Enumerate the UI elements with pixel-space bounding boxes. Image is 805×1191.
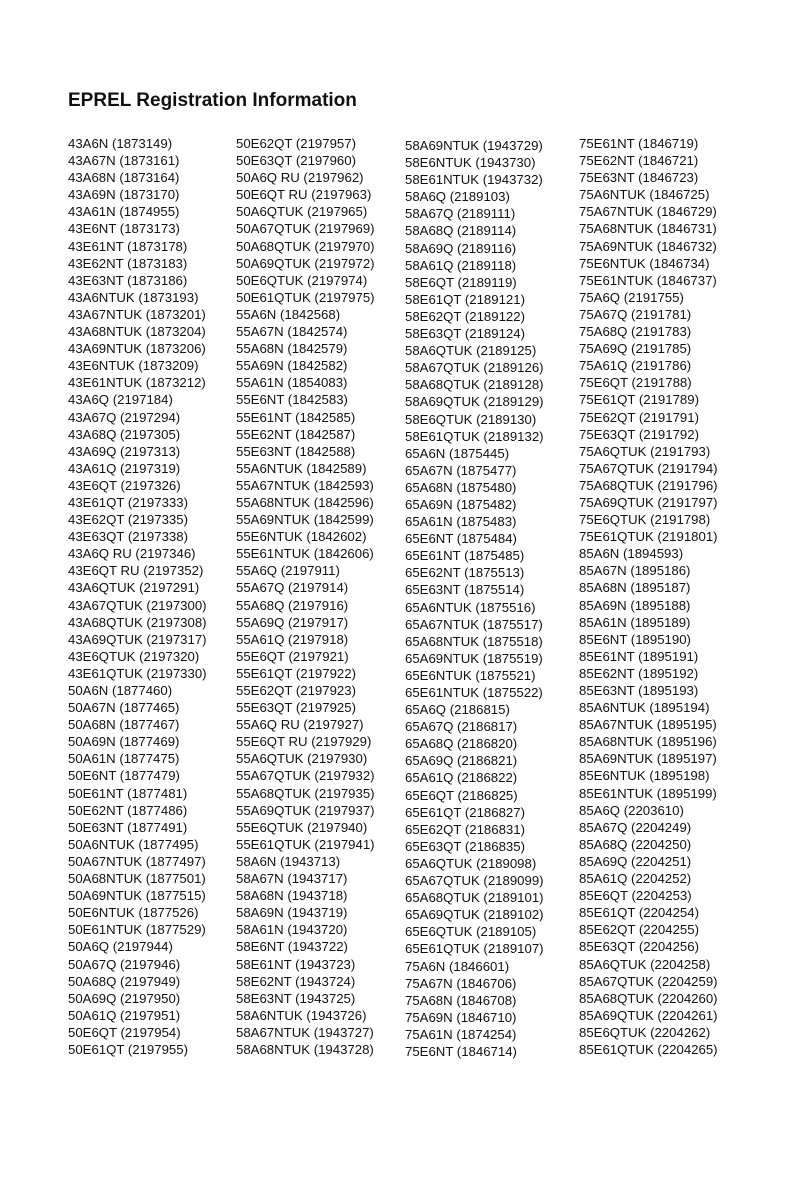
registration-entry: 85E6QT (2204253) <box>579 888 692 904</box>
registration-entry: 43A68Q (2197305) <box>68 426 181 442</box>
registration-entry: 75A61Q (2191786) <box>579 358 692 374</box>
registration-entry: 85A69Q (2204251) <box>579 853 692 869</box>
registration-entry: 58A68QTUK (2189128) <box>405 377 544 393</box>
registration-entry: 58A67NTUK (1943727) <box>236 1024 374 1040</box>
registration-entry: 55A67QTUK (2197932) <box>236 768 375 784</box>
registration-entry: 50E6QT RU (2197963) <box>236 187 372 203</box>
registration-entry: 50A67QTUK (2197969) <box>236 221 375 237</box>
registration-entry: 85E62QT (2204255) <box>579 922 699 938</box>
registration-entry: 85E61NTUK (1895199) <box>579 785 717 801</box>
registration-entry: 75E63NT (1846723) <box>579 170 699 186</box>
registration-entry: 58A68NTUK (1943728) <box>236 1041 374 1057</box>
registration-entry: 85E61QT (2204254) <box>579 905 699 921</box>
registration-entry: 65E6NT (1875484) <box>405 531 517 547</box>
registration-entry: 43A69Q (2197313) <box>68 443 181 459</box>
registration-entry: 75E61QT (2191789) <box>579 392 699 408</box>
registration-entry: 58E6QT (2189119) <box>405 274 517 290</box>
registration-entry: 85E63QT (2204256) <box>579 939 699 955</box>
registration-entry: 65A69QTUK (2189102) <box>405 907 544 923</box>
registration-entry: 43A67N (1873161) <box>68 153 180 169</box>
registration-entry: 55E61NT (1842585) <box>236 409 356 425</box>
registration-entry: 58A68Q (2189114) <box>405 223 517 239</box>
registration-entry: 75A68QTUK (2191796) <box>579 477 718 493</box>
registration-entry: 75A69NTUK (1846732) <box>579 238 717 254</box>
registration-entry: 50E6QTUK (2197974) <box>236 272 368 288</box>
registration-entry: 43A6Q (2197184) <box>68 392 173 408</box>
registration-entry: 55E63NT (1842588) <box>236 443 356 459</box>
registration-entry: 50A61N (1877475) <box>68 751 180 767</box>
registration-entry: 50A6NTUK (1877495) <box>68 836 199 852</box>
registration-entry: 55A68Q (2197916) <box>236 597 349 613</box>
page-title: EPREL Registration Information <box>68 90 357 111</box>
registration-entry: 55A6Q RU (2197927) <box>236 717 364 733</box>
registration-entry: 43A6N (1873149) <box>68 136 173 151</box>
registration-entry: 65E6NTUK (1875521) <box>405 667 536 683</box>
registration-entry: 85E61NT (1895191) <box>579 648 699 664</box>
registration-entry: 58A6NTUK (1943726) <box>236 1007 367 1023</box>
registration-entry: 43E61NTUK (1873212) <box>68 375 206 391</box>
registration-entry: 55E61QT (2197922) <box>236 665 356 681</box>
registration-entry: 85E6QTUK (2204262) <box>579 1024 711 1040</box>
registration-entry: 50E62QT (2197957) <box>236 136 356 151</box>
registration-entry: 75E6NT (1846714) <box>405 1043 517 1059</box>
registration-entry: 43E63QT (2197338) <box>68 529 188 545</box>
registration-entry: 75E62NT (1846721) <box>579 153 699 169</box>
registration-entry: 43A6Q RU (2197346) <box>68 546 196 562</box>
registration-entry: 55E62QT (2197923) <box>236 683 356 698</box>
registration-entry: 58E61QT (2189121) <box>405 291 525 307</box>
registration-entry: 58A6QTUK (2189125) <box>405 343 537 359</box>
registration-entry: 58E61NTUK (1943732) <box>405 172 543 188</box>
registration-entry: 43A6QTUK (2197291) <box>68 580 200 596</box>
registration-entry: 58A68N (1943718) <box>236 888 348 904</box>
registration-entry: 85A6NTUK (1895194) <box>579 700 710 716</box>
registration-column-4 <box>579 135 718 1058</box>
registration-entry: 50A6Q RU (2197962) <box>236 170 364 186</box>
registration-entry: 43A69QTUK (2197317) <box>68 631 207 647</box>
registration-entry: 43A61N (1874955) <box>68 204 180 220</box>
registration-entry: 85A69NTUK (1895197) <box>579 751 717 767</box>
registration-entry: 58A69Q (2189116) <box>405 240 517 256</box>
registration-entry: 65E63QT (2186835) <box>405 838 525 854</box>
registration-entry: 85A68NTUK (1895196) <box>579 734 717 750</box>
registration-entry: 58E61NT (1943723) <box>236 956 356 972</box>
registration-entry: 65E62NT (1875513) <box>405 565 525 581</box>
registration-entry: 85A6Q (2203610) <box>579 802 684 818</box>
registration-entry: 55A69N (1842582) <box>236 358 348 374</box>
registration-entry: 55E61NTUK (1842606) <box>236 546 374 562</box>
registration-entry: 55A69Q (2197917) <box>236 614 349 630</box>
registration-entry: 50A69N (1877469) <box>68 734 180 750</box>
registration-entry: 58A67N (1943717) <box>236 871 348 887</box>
registration-entry: 43A67Q (2197294) <box>68 409 181 425</box>
registration-entry: 65A67NTUK (1875517) <box>405 616 543 632</box>
registration-entry: 50A61Q (2197951) <box>68 1007 181 1023</box>
registration-entry: 85A68Q (2204250) <box>579 836 692 852</box>
registration-entry: 50E6NTUK (1877526) <box>68 905 199 921</box>
registration-entry: 85E6NTUK (1895198) <box>579 768 710 784</box>
registration-entry: 58E6NTUK (1943730) <box>405 155 536 171</box>
registration-entry: 75A68N (1846708) <box>405 992 517 1008</box>
registration-entry: 55E62NT (1842587) <box>236 426 356 442</box>
registration-entry: 43A67QTUK (2197300) <box>68 597 207 613</box>
registration-entry: 85E63NT (1895193) <box>579 683 699 698</box>
registration-entry: 50A68NTUK (1877501) <box>68 871 206 887</box>
registration-entry: 43A68N (1873164) <box>68 170 180 186</box>
registration-entry: 50E61NTUK (1877529) <box>68 922 206 938</box>
registration-entry: 58A67Q (2189111) <box>405 206 516 222</box>
registration-entry: 50A6Q (2197944) <box>68 939 173 955</box>
registration-entry: 50E61QTUK (2197975) <box>236 289 375 305</box>
registration-entry: 55A6QTUK (2197930) <box>236 751 368 767</box>
registration-entry: 65A68NTUK (1875518) <box>405 633 543 649</box>
registration-column-2 <box>236 135 375 1058</box>
registration-entry: 50A69QTUK (2197972) <box>236 255 375 271</box>
registration-entry: 55A67NTUK (1842593) <box>236 477 374 493</box>
registration-entry: 65A6QTUK (2189098) <box>405 855 537 871</box>
registration-entry: 58A69NTUK (1943729) <box>405 138 543 153</box>
registration-entry: 65E61QT (2186827) <box>405 804 525 820</box>
registration-entry: 85A69QTUK (2204261) <box>579 1007 718 1023</box>
registration-entry: 85A69N (1895188) <box>579 597 691 613</box>
registration-entry: 43A6NTUK (1873193) <box>68 289 199 305</box>
registration-entry: 50A67Q (2197946) <box>68 956 181 972</box>
registration-entry: 43A68QTUK (2197308) <box>68 614 207 630</box>
registration-entry: 50E62NT (1877486) <box>68 802 188 818</box>
registration-entry: 50A69NTUK (1877515) <box>68 888 206 904</box>
registration-column-3 <box>405 137 544 1060</box>
registration-entry: 55E6QT RU (2197929) <box>236 734 372 750</box>
registration-entry: 58E6QTUK (2189130) <box>405 411 537 427</box>
registration-entry: 85A6QTUK (2204258) <box>579 956 711 972</box>
registration-entry: 55A69NTUK (1842599) <box>236 512 374 528</box>
registration-entry: 75A67N (1846706) <box>405 975 517 991</box>
registration-entry: 75A68Q (2191783) <box>579 324 692 340</box>
registration-entry: 65E61QTUK (2189107) <box>405 941 544 957</box>
registration-entry: 65A68Q (2186820) <box>405 736 518 752</box>
registration-entry: 75E6QTUK (2191798) <box>579 512 711 528</box>
registration-entry: 75E61NTUK (1846737) <box>579 272 717 288</box>
registration-entry: 55A68NTUK (1842596) <box>236 494 374 510</box>
registration-entry: 58E6NT (1943722) <box>236 939 348 955</box>
registration-entry: 43A69NTUK (1873206) <box>68 341 206 357</box>
registration-entry: 43A69N (1873170) <box>68 187 180 203</box>
registration-entry: 43E63NT (1873186) <box>68 272 188 288</box>
registration-entry: 55A67N (1842574) <box>236 324 348 340</box>
registration-entry: 75E63QT (2191792) <box>579 426 699 442</box>
registration-entry: 43E61QTUK (2197330) <box>68 665 207 681</box>
registration-entry: 85E62NT (1895192) <box>579 665 699 681</box>
registration-entry: 58A61Q (2189118) <box>405 257 517 273</box>
registration-entry: 43E6QTUK (2197320) <box>68 648 200 664</box>
registration-entry: 85A67NTUK (1895195) <box>579 717 717 733</box>
registration-entry: 65E61NTUK (1875522) <box>405 685 543 700</box>
registration-entry: 65E6QTUK (2189105) <box>405 924 537 940</box>
registration-entry: 65A6N (1875445) <box>405 445 510 461</box>
registration-entry: 55E6QTUK (2197940) <box>236 819 368 835</box>
registration-entry: 58E63QT (2189124) <box>405 326 525 342</box>
registration-entry: 75E61NT (1846719) <box>579 136 699 151</box>
registration-entry: 65E62QT (2186831) <box>405 821 525 837</box>
registration-entry: 85E61QTUK (2204265) <box>579 1041 718 1057</box>
registration-entry: 65A6Q (2186815) <box>405 702 510 718</box>
registration-entry: 85A68N (1895187) <box>579 580 691 596</box>
registration-entry: 65A68N (1875480) <box>405 479 517 495</box>
registration-entry: 75A6N (1846601) <box>405 958 510 974</box>
registration-entry: 55E6QT (2197921) <box>236 648 349 664</box>
registration-entry: 65E6QT (2186825) <box>405 787 518 803</box>
registration-entry: 75A67NTUK (1846729) <box>579 204 717 220</box>
registration-entry: 43E6NTUK (1873209) <box>68 358 199 374</box>
registration-entry: 58A69QTUK (2189129) <box>405 394 544 410</box>
registration-entry: 75A6QTUK (2191793) <box>579 443 711 459</box>
registration-entry: 85A67QTUK (2204259) <box>579 973 718 989</box>
registration-entry: 65A67N (1875477) <box>405 462 517 478</box>
registration-entry: 75A69QTUK (2191797) <box>579 494 718 510</box>
registration-entry: 75A68NTUK (1846731) <box>579 221 717 237</box>
registration-entry: 55A6N (1842568) <box>236 306 341 322</box>
registration-entry: 50A67N (1877465) <box>68 700 180 716</box>
registration-entry: 65A69NTUK (1875519) <box>405 650 543 666</box>
registration-entry: 43E6NT (1873173) <box>68 221 180 237</box>
registration-entry: 58E62NT (1943724) <box>236 973 356 989</box>
registration-entry: 50E6QT (2197954) <box>68 1024 181 1040</box>
registration-entry: 55A67Q (2197914) <box>236 580 349 596</box>
registration-entry: 85A68QTUK (2204260) <box>579 990 718 1006</box>
registration-entry: 50A68QTUK (2197970) <box>236 238 375 254</box>
registration-entry: 43E62QT (2197335) <box>68 512 188 528</box>
registration-entry: 75E6NTUK (1846734) <box>579 255 710 271</box>
registration-entry: 65A68QTUK (2189101) <box>405 890 544 906</box>
registration-entry: 50E61QT (2197955) <box>68 1041 188 1057</box>
registration-entry: 58A61N (1943720) <box>236 922 348 938</box>
registration-entry: 50A6QTUK (2197965) <box>236 204 368 220</box>
registration-entry: 58A69N (1943719) <box>236 905 348 921</box>
registration-entry: 65A61N (1875483) <box>405 514 517 530</box>
registration-entry: 55E63QT (2197925) <box>236 700 356 716</box>
registration-entry: 50A69Q (2197950) <box>68 990 181 1006</box>
registration-entry: 43E6QT RU (2197352) <box>68 563 204 579</box>
registration-entry: 55A6NTUK (1842589) <box>236 460 367 476</box>
registration-entry: 55E61QTUK (2197941) <box>236 836 375 852</box>
registration-entry: 65E63NT (1875514) <box>405 582 525 598</box>
registration-entry: 58A67QTUK (2189126) <box>405 360 544 376</box>
registration-entry: 85E6NT (1895190) <box>579 631 691 647</box>
registration-column-1 <box>68 135 207 1058</box>
registration-entry: 75A69Q (2191785) <box>579 341 692 357</box>
registration-entry: 43A67NTUK (1873201) <box>68 306 206 322</box>
registration-entry: 75A67Q (2191781) <box>579 306 692 322</box>
registration-entry: 65A61Q (2186822) <box>405 770 518 786</box>
registration-entry: 55A68QTUK (2197935) <box>236 785 375 801</box>
registration-entry: 85A61Q (2204252) <box>579 871 692 887</box>
registration-entry: 55A61Q (2197918) <box>236 631 349 647</box>
registration-entry: 65A67Q (2186817) <box>405 719 518 735</box>
registration-entry: 50E6NT (1877479) <box>68 768 180 784</box>
registration-entry: 58E62QT (2189122) <box>405 308 525 324</box>
registration-entry: 65A69Q (2186821) <box>405 753 518 769</box>
registration-entry: 65A69N (1875482) <box>405 496 517 512</box>
registration-entry: 50A67NTUK (1877497) <box>68 853 206 869</box>
registration-entry: 75A6Q (2191755) <box>579 289 684 305</box>
registration-entry: 50E61NT (1877481) <box>68 785 188 801</box>
registration-entry: 75E6QT (2191788) <box>579 375 692 391</box>
registration-entry: 43E61NT (1873178) <box>68 238 188 254</box>
registration-entry: 50A6N (1877460) <box>68 683 173 698</box>
registration-entry: 55E6NTUK (1842602) <box>236 529 367 545</box>
registration-entry: 55E6NT (1842583) <box>236 392 348 408</box>
registration-entry: 55A69QTUK (2197937) <box>236 802 375 818</box>
registration-entry: 55A68N (1842579) <box>236 341 348 357</box>
registration-entry: 65E61NT (1875485) <box>405 548 525 564</box>
registration-entry: 85A67Q (2204249) <box>579 819 692 835</box>
registration-entry: 75E61QTUK (2191801) <box>579 529 718 545</box>
registration-entry: 75A6NTUK (1846725) <box>579 187 710 203</box>
registration-entry: 50A68Q (2197949) <box>68 973 181 989</box>
registration-entry: 55A61N (1854083) <box>236 375 348 391</box>
registration-entry: 58E61QTUK (2189132) <box>405 428 544 444</box>
registration-entry: 50E63NT (1877491) <box>68 819 188 835</box>
registration-entry: 58E63NT (1943725) <box>236 990 356 1006</box>
registration-entry: 58A6N (1943713) <box>236 853 341 869</box>
registration-entry: 55A6Q (2197911) <box>236 563 340 579</box>
registration-entry: 58A6Q (2189103) <box>405 189 510 205</box>
registration-entry: 75A69N (1846710) <box>405 1009 517 1025</box>
registration-entry: 43A68NTUK (1873204) <box>68 324 206 340</box>
registration-entry: 43E61QT (2197333) <box>68 494 188 510</box>
registration-entry: 85A6N (1894593) <box>579 546 684 562</box>
registration-entry: 43E6QT (2197326) <box>68 477 181 493</box>
registration-entry: 65A6NTUK (1875516) <box>405 599 536 615</box>
registration-entry: 50E63QT (2197960) <box>236 153 356 169</box>
registration-entry: 85A67N (1895186) <box>579 563 691 579</box>
registration-entry: 75A67QTUK (2191794) <box>579 460 718 476</box>
registration-entry: 65A67QTUK (2189099) <box>405 873 544 889</box>
registration-entry: 85A61N (1895189) <box>579 614 691 630</box>
registration-entry: 50A68N (1877467) <box>68 717 180 733</box>
registration-entry: 43A61Q (2197319) <box>68 460 181 476</box>
registration-entry: 75E62QT (2191791) <box>579 409 699 425</box>
registration-entry: 43E62NT (1873183) <box>68 255 188 271</box>
registration-entry: 75A61N (1874254) <box>405 1026 517 1042</box>
